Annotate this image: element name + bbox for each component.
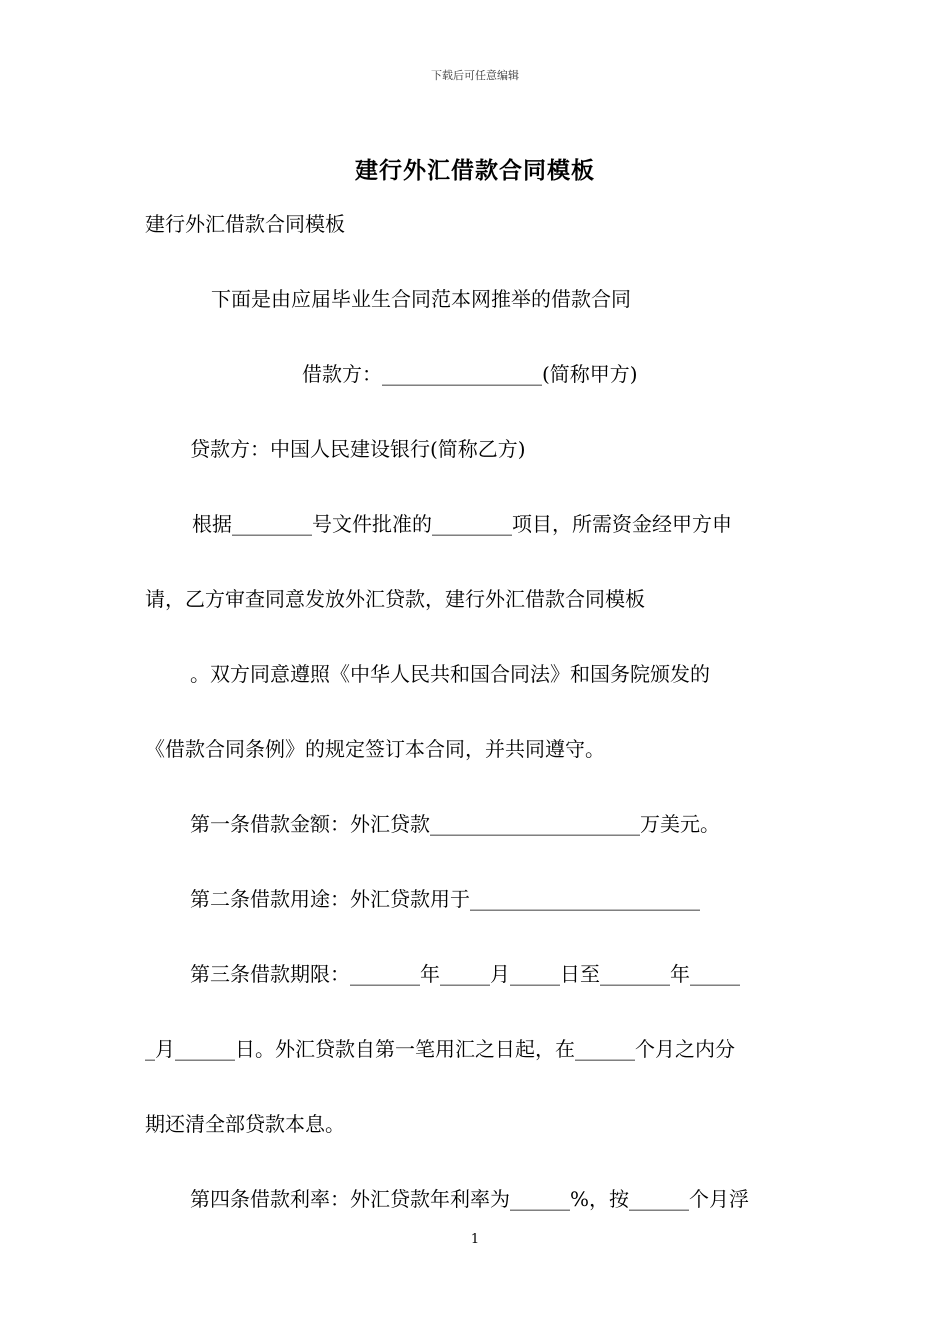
paragraph-basis-line3: 。双方同意遵照《中华人民共和国合同法》和国务院颁发的 [190, 662, 710, 686]
article-1-amount: 第一条借款金额：外汇贷款_____________________万美元。 [190, 812, 720, 836]
paragraph-lender: 贷款方：中国人民建设银行(简称乙方) [190, 437, 526, 461]
paragraph-subtitle: 建行外汇借款合同模板 [145, 212, 345, 236]
header-note: 下载后可任意编辑 [431, 69, 519, 82]
page-number: 1 [470, 1232, 480, 1247]
paragraph-basis-line2: 请，乙方审查同意发放外汇贷款，建行外汇借款合同模板 [145, 587, 645, 611]
article-3-term-line3: 期还清全部贷款本息。 [145, 1112, 345, 1136]
paragraph-borrower: 借款方：________________(简称甲方) [302, 362, 638, 386]
article-3-term-line1: 第三条借款期限：_______年_____月_____日至_______年_____ [190, 962, 740, 986]
article-3-term-line2: _月______日。外汇贷款自第一笔用汇之日起，在______个月之内分 [145, 1037, 735, 1061]
paragraph-intro: 下面是由应届毕业生合同范本网推举的借款合同 [211, 287, 631, 311]
article-4-rate: 第四条借款利率：外汇贷款年利率为______%，按______个月浮 [190, 1187, 750, 1211]
paragraph-basis-line4: 《借款合同条例》的规定签订本合同，并共同遵守。 [145, 737, 605, 761]
document-title: 建行外汇借款合同模板 [355, 157, 595, 184]
article-2-purpose: 第二条借款用途：外汇贷款用于_______________________ [190, 887, 700, 911]
paragraph-basis-line1: 根据________号文件批准的________项目，所需资金经甲方申 [192, 512, 732, 536]
